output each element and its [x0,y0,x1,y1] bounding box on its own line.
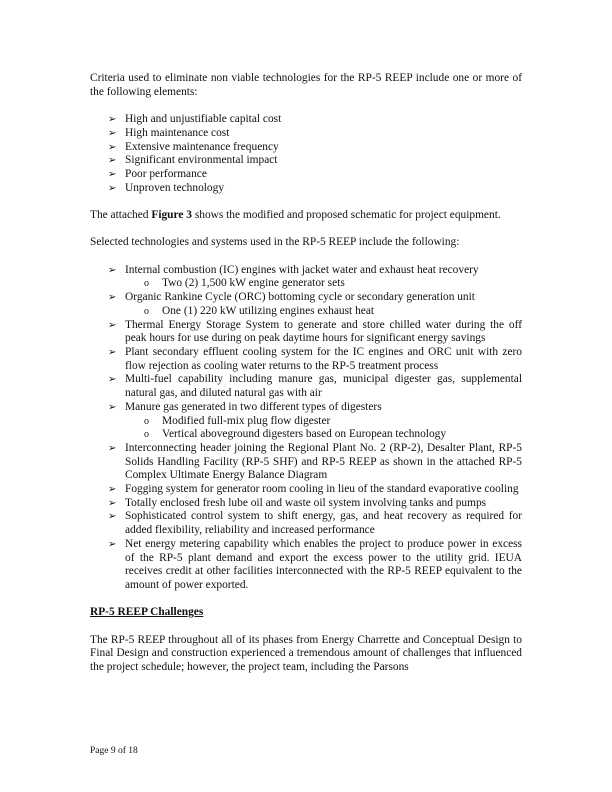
technology-sub-item: o Two (2) 1,500 kW engine generator sets [144,277,345,290]
technology-item: ➢ Internal combustion (IC) engines with jacket water and exhaust heat recovery o Two (2) 1,500 kW engine generator sets [90,264,522,291]
arrow-bullet-icon: ➢ [108,347,117,358]
criteria-item: ➢ Poor performance [108,167,207,180]
technology-sub-list [125,415,522,442]
arrow-bullet-icon: ➢ [108,497,117,509]
technology-item: ➢ Totally enclosed fresh lube oil and waste oil system involving tanks and pumps [108,496,487,509]
challenges-paragraph: The RP-5 REEP throughout all of its phases from Energy Charrette and Conceptual Design to Final Design and construction experienced a tremendous amount of challenges that influenced the project schedule; however, the project team, including the Parsons [90,633,522,674]
arrow-bullet-icon: ➢ [108,182,117,194]
technology-item: ➢ Interconnecting header joining the Regional Plant No. 2 (RP-2), Desalter Plant, RP-5 Solids Handling Facility (RP-5 SHF) and RP-5 REEP as shown in the attached RP-5 Complex Ultimate Energy Balance Diagram [108,441,522,482]
criteria-item: ➢ Unproven technology [108,181,225,194]
arrow-bullet-icon: ➢ [108,538,117,550]
technology-sub-item: o One (1) 220 kW utilizing engines exhaust heat [144,304,375,317]
technology-sub-item: o Modified full-mix plug flow digester [144,414,331,427]
arrow-bullet-icon: ➢ [108,484,117,496]
arrow-bullet-icon: ➢ [108,127,117,139]
document-page [90,72,522,689]
criteria-item: ➢ High maintenance cost [108,126,230,139]
arrow-bullet-icon: ➢ [108,114,117,126]
arrow-bullet-icon: ➢ [108,155,117,167]
criteria-list [90,113,522,195]
circle-bullet-icon: o [144,305,149,317]
technologies-list [90,264,522,593]
criteria-item: ➢ High and unjustifiable capital cost [108,113,282,126]
criteria-item: ➢ Significant environmental impact [108,154,278,167]
arrow-bullet-icon: ➢ [108,442,117,454]
technology-item: ➢ Plant secondary effluent cooling system for the IC engines and ORC unit with zero flow rejection as cooling water returns to the RP-5 treatment process [108,346,522,372]
arrow-bullet-icon: ➢ [108,292,117,304]
arrow-bullet-icon: ➢ [108,319,117,331]
figure-reference: Figure 3 [151,209,192,221]
technology-item: ➢ Thermal Energy Storage System to generate and store chilled water during the off peak hours for use during on peak daytime hours for significant energy savings [108,318,522,345]
technology-item: ➢ Manure gas generated in two different types of digesters o Modified full-mix plug flow digester o Vertical aboveground digesters based on European technology [90,401,522,442]
technology-item: ➢ Organic Rankine Cycle (ORC) bottoming cycle or secondary generation unit o One (1) 220 kW utilizing engines exhaust heat [90,291,522,318]
arrow-bullet-icon: ➢ [108,141,117,153]
arrow-bullet-icon: ➢ [108,168,117,180]
intro-paragraph: Criteria used to eliminate non viable technologies for the RP-5 REEP include one or more of the following elements: [90,72,522,98]
technology-item: ➢ Fogging system for generator room cooling in lieu of the standard evaporative cooling [108,483,519,496]
circle-bullet-icon: o [144,429,149,441]
arrow-bullet-icon: ➢ [108,264,117,276]
technology-sub-item: o Vertical aboveground digesters based on European technology [144,428,447,441]
selected-intro-paragraph: Selected technologies and systems used in the RP-5 REEP include the following: [90,236,460,249]
circle-bullet-icon: o [144,415,149,427]
technology-item: ➢ Multi-fuel capability including manure gas, municipal digester gas, supplemental natural gas, and diluted natural gas with air [108,373,522,400]
circle-bullet-icon: o [144,278,149,290]
arrow-bullet-icon: ➢ [108,401,117,413]
page-number-footer: Page 9 of 18 [90,746,138,756]
technology-item: ➢ Sophisticated control system to shift energy, gas, and heat recovery as required for added flexibility, reliability and increased performance [108,510,522,537]
arrow-bullet-icon: ➢ [108,374,117,386]
figure-paragraph: The attached Figure 3 shows the modified and proposed schematic for project equipment. [90,209,501,221]
criteria-item: ➢ Extensive maintenance frequency [108,140,279,153]
technology-sub-list [125,305,522,319]
technology-sub-list [125,277,522,291]
technology-item: ➢ Net energy metering capability which enables the project to produce power in excess of the RP-5 plant demand and export the excess power to the utility grid. IEUA receives credit at other facilities interconnected with the RP-5 REEP equivalent to the amount of power exported. [108,537,522,591]
section-heading: RP-5 REEP Challenges [90,606,204,619]
arrow-bullet-icon: ➢ [108,511,117,523]
